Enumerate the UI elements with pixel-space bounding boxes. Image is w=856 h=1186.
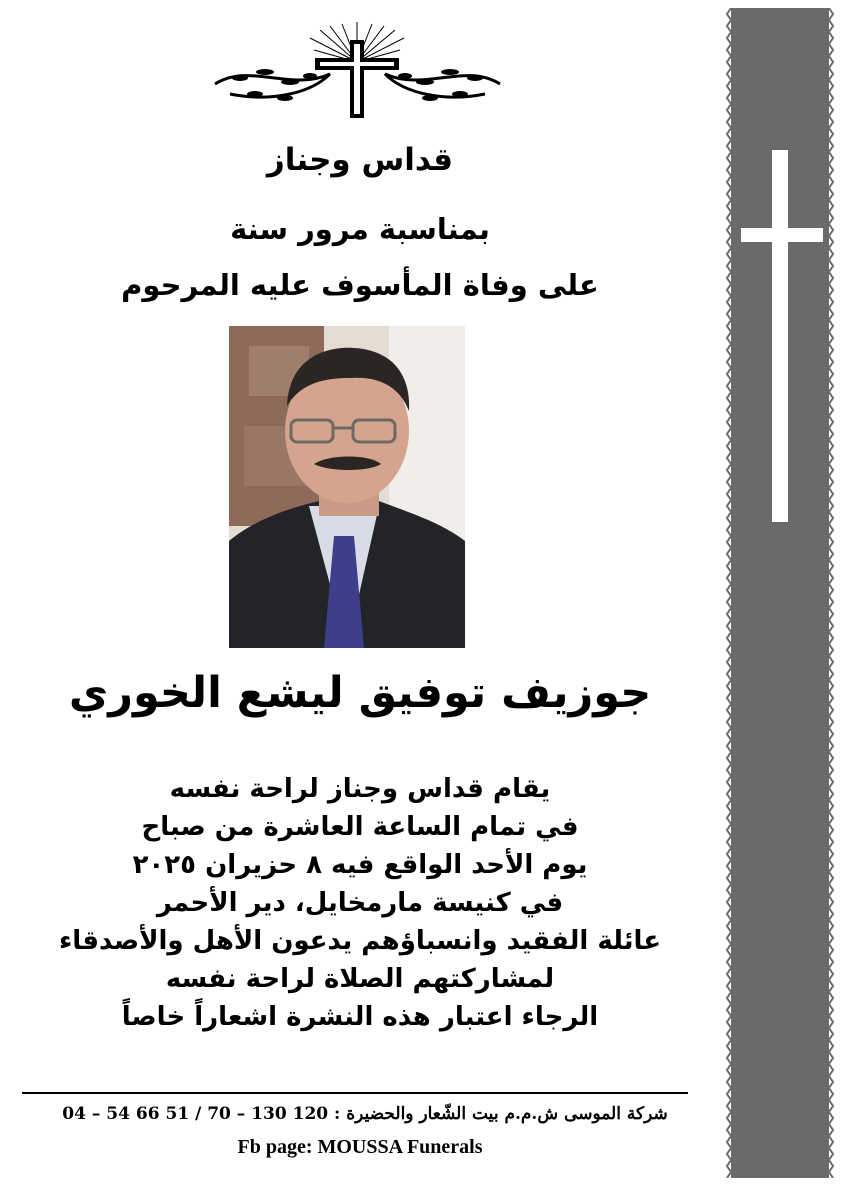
footer-company-contact: شركة الموسى ش.م.م بيت الشّعار والحضيرة : 120 130 – 70 / 51 66 54 – 04 <box>62 1104 668 1124</box>
body-line: في تمام الساعة العاشرة من صباح <box>141 812 579 842</box>
body-line: الرجاء اعتبار هذه النشرة اشعاراً خاصاً <box>121 1002 599 1032</box>
radiant-cross-ornament-icon <box>210 22 505 122</box>
notice-occasion: بمناسبة مرور سنة <box>230 212 490 246</box>
body-line: يوم الأحد الواقع فيه ٨ حزيران ٢٠٢٥ <box>132 850 588 880</box>
deceased-name: جوزيف توفيق ليشع الخوري <box>68 668 652 718</box>
ribbon-wave-edge <box>823 8 835 1178</box>
footer-facebook: Fb page: MOUSSA Funerals <box>237 1136 483 1158</box>
latin-cross-bar <box>741 228 823 242</box>
portrait-photo <box>229 326 465 648</box>
notice-subtitle: على وفاة المأسوف عليه المرحوم <box>121 268 599 302</box>
body-line: لمشاركتهم الصلاة لراحة نفسه <box>165 964 555 994</box>
notice-body <box>0 770 720 1036</box>
body-line: في كنيسة مارمخايل، دير الأحمر <box>156 888 564 918</box>
notice-title: قداس وجناز <box>266 142 454 178</box>
ribbon-wave-edge <box>725 8 737 1178</box>
footer-divider <box>22 1092 688 1094</box>
latin-cross-icon <box>772 150 788 522</box>
body-line: يقام قداس وجناز لراحة نفسه <box>169 774 551 804</box>
body-line: عائلة الفقيد وانسباؤهم يدعون الأهل والأصدقاء <box>58 926 662 956</box>
